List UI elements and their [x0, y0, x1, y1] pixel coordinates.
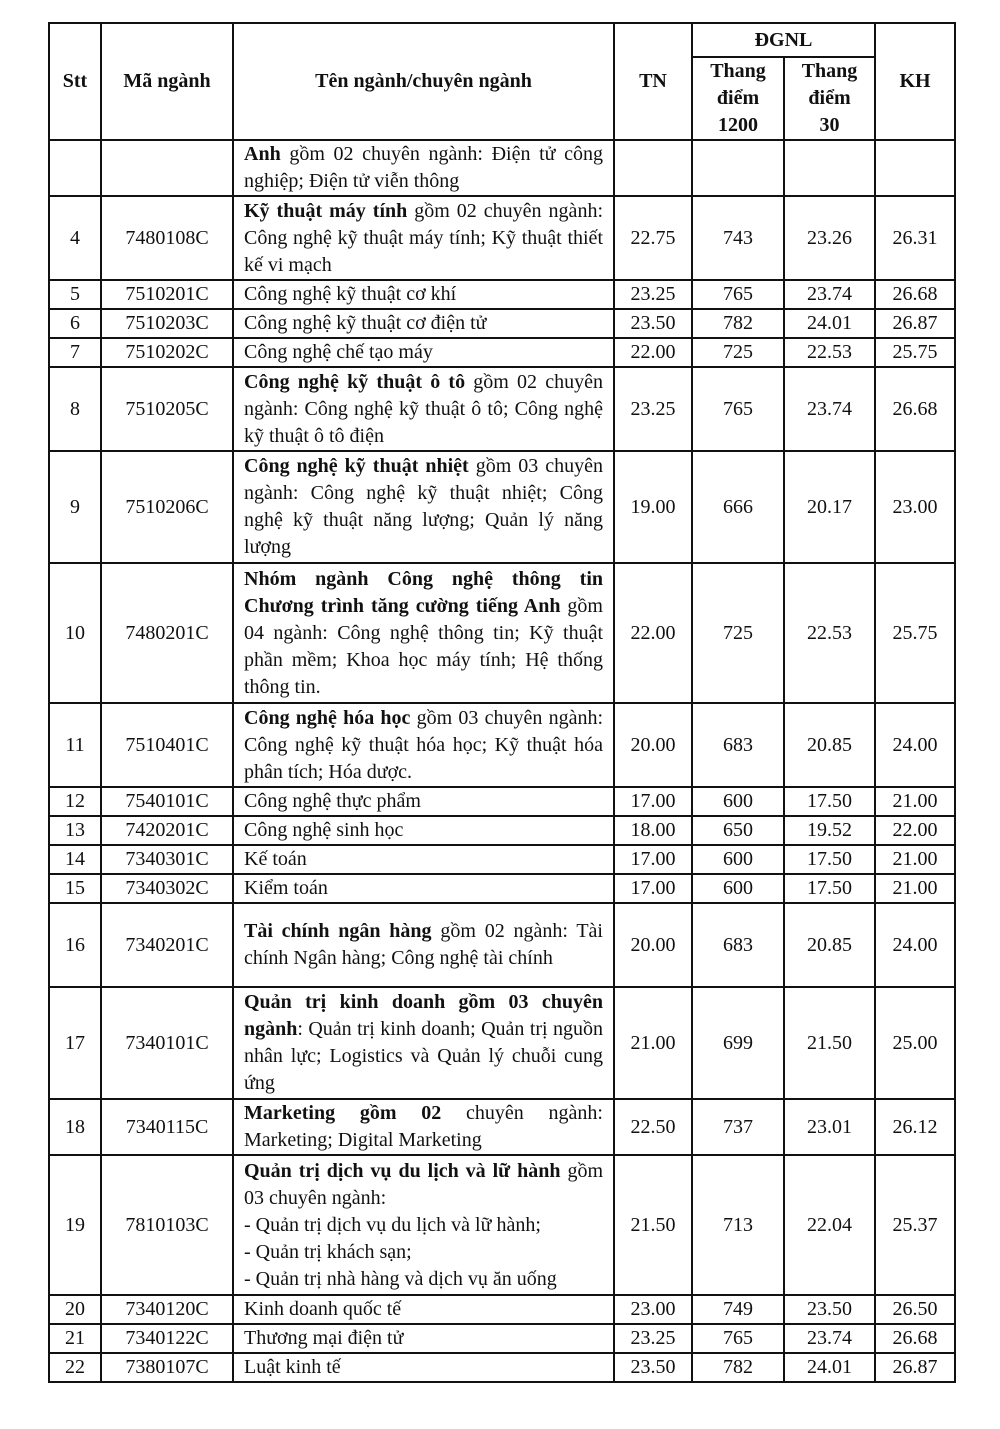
header-30-line: 30 — [819, 114, 840, 136]
name-text-part: gồm 04 ngành: Công nghệ thông tin; Kỹ thuật phần mềm; Khoa học máy tính; Hệ thống thông tin. — [244, 594, 603, 698]
cell-stt: 18 — [49, 1099, 101, 1155]
name-segment — [244, 1212, 603, 1239]
table-row — [49, 1295, 955, 1324]
cell-dgnl-1200 — [692, 140, 784, 196]
name-text-part: Thương mại điện tử — [244, 1327, 404, 1349]
cell-stt: 8 — [49, 367, 101, 451]
cell-ten-nganh — [233, 140, 614, 196]
table-row — [49, 903, 955, 987]
cell-stt: 16 — [49, 903, 101, 987]
cell-dgnl-1200: 666 — [692, 451, 784, 563]
header-1200-line: Thang — [710, 60, 766, 82]
name-text-part: Công nghệ kỹ thuật cơ khí — [244, 283, 457, 305]
cell-dgnl-1200: 765 — [692, 1324, 784, 1353]
cell-tn: 22.50 — [614, 1099, 692, 1155]
name-text-part: - Quản trị nhà hàng và dịch vụ ăn uống — [244, 1267, 557, 1290]
table-row — [49, 845, 955, 874]
table-row — [49, 309, 955, 338]
cell-dgnl-1200: 782 — [692, 309, 784, 338]
table-row — [49, 1099, 955, 1155]
cell-tn: 22.00 — [614, 338, 692, 367]
name-segment — [244, 341, 433, 363]
cell-tn — [614, 140, 692, 196]
cell-dgnl-30: 22.53 — [784, 563, 875, 703]
table-row — [49, 140, 955, 196]
cell-ma-nganh: 7510202C — [101, 338, 233, 367]
cell-kh: 22.00 — [875, 816, 955, 845]
name-segment — [244, 819, 403, 841]
cell-ma-nganh: 7420201C — [101, 816, 233, 845]
cell-ma-nganh: 7510401C — [101, 703, 233, 787]
name-text-part: gồm 02 chuyên ngành: Công nghệ kỹ thuật máy tính; Kỹ thuật thiết kế vi mạch — [244, 199, 603, 276]
cell-ma-nganh: 7340201C — [101, 903, 233, 987]
table-row — [49, 1353, 955, 1382]
cell-tn: 20.00 — [614, 703, 692, 787]
cell-dgnl-30: 23.74 — [784, 367, 875, 451]
cell-dgnl-30: 20.85 — [784, 703, 875, 787]
name-text-part: - Quản trị dịch vụ du lịch và lữ hành; — [244, 1213, 541, 1236]
table-row — [49, 196, 955, 280]
table-row — [49, 367, 955, 451]
cell-ten-nganh — [233, 703, 614, 787]
header-ten-nganh: Tên ngành/chuyên ngành — [233, 23, 614, 140]
cell-ten-nganh — [233, 309, 614, 338]
name-bold-part: Kỹ thuật máy tính — [244, 199, 408, 222]
name-text-part: Công nghệ sinh học — [244, 819, 404, 841]
cell-kh: 23.00 — [875, 451, 955, 563]
cell-tn: 23.25 — [614, 280, 692, 309]
cell-dgnl-1200: 782 — [692, 1353, 784, 1382]
cell-kh: 21.00 — [875, 845, 955, 874]
cell-kh: 24.00 — [875, 703, 955, 787]
cell-stt: 7 — [49, 338, 101, 367]
name-text-part: : Quản trị kinh doanh; Quản trị nguồn nhân lực; Logistics và Quản lý chuỗi cung ứng — [244, 1018, 603, 1094]
cell-tn: 21.50 — [614, 1155, 692, 1295]
cell-kh: 26.12 — [875, 1099, 955, 1155]
name-segment — [244, 312, 487, 334]
cell-ma-nganh: 7340302C — [101, 874, 233, 903]
name-bold-part: Anh — [244, 143, 281, 165]
header-thang-diem-1200 — [692, 57, 784, 140]
name-text-part: - Quản trị khách sạn; — [244, 1240, 412, 1263]
name-segment — [244, 790, 421, 812]
cell-dgnl-1200: 737 — [692, 1099, 784, 1155]
cell-ten-nganh — [233, 1353, 614, 1382]
name-segment — [244, 283, 456, 305]
cell-dgnl-1200: 725 — [692, 338, 784, 367]
name-segment — [244, 877, 328, 899]
name-text-part: Công nghệ chế tạo máy — [244, 341, 433, 363]
header-stt: Stt — [49, 23, 101, 140]
table-row — [49, 787, 955, 816]
cell-stt: 12 — [49, 787, 101, 816]
header-1200-line: điểm — [716, 87, 760, 109]
cell-kh: 26.31 — [875, 196, 955, 280]
name-segment — [244, 1102, 603, 1151]
cell-dgnl-1200: 683 — [692, 903, 784, 987]
cell-dgnl-1200: 600 — [692, 874, 784, 903]
cell-tn: 17.00 — [614, 845, 692, 874]
cell-kh: 21.00 — [875, 874, 955, 903]
cell-kh: 25.75 — [875, 563, 955, 703]
cell-ma-nganh: 7340122C — [101, 1324, 233, 1353]
table-body — [49, 140, 955, 1382]
cell-tn: 19.00 — [614, 451, 692, 563]
cell-stt: 6 — [49, 309, 101, 338]
cell-stt: 20 — [49, 1295, 101, 1324]
cell-tn: 17.00 — [614, 787, 692, 816]
name-text-part: gồm 02 chuyên ngành: Công nghệ kỹ thuật ô tô; Công nghệ kỹ thuật ô tô điện — [244, 370, 604, 447]
name-segment — [244, 1298, 401, 1320]
name-text-part: gồm 02 ngành: Tài chính Ngân hàng; Công nghệ tài chính — [244, 920, 603, 969]
cell-ma-nganh: 7340115C — [101, 1099, 233, 1155]
table-row — [49, 874, 955, 903]
cell-tn: 22.75 — [614, 196, 692, 280]
name-text-part: Kinh doanh quốc tế — [244, 1298, 402, 1320]
cell-ma-nganh: 7340301C — [101, 845, 233, 874]
header-dgnl: ĐGNL — [692, 23, 875, 57]
cell-ten-nganh — [233, 845, 614, 874]
cell-ten-nganh — [233, 196, 614, 280]
cell-stt: 10 — [49, 563, 101, 703]
cell-dgnl-30: 17.50 — [784, 874, 875, 903]
cell-ten-nganh — [233, 338, 614, 367]
cell-dgnl-1200: 713 — [692, 1155, 784, 1295]
cell-ma-nganh: 7510201C — [101, 280, 233, 309]
cell-stt: 14 — [49, 845, 101, 874]
cell-tn: 23.50 — [614, 309, 692, 338]
cell-dgnl-30 — [784, 140, 875, 196]
cell-stt: 17 — [49, 987, 101, 1099]
cell-ten-nganh — [233, 563, 614, 703]
table-row — [49, 987, 955, 1099]
cell-ten-nganh — [233, 987, 614, 1099]
name-bold-part: Công nghệ kỹ thuật nhiệt — [244, 455, 469, 477]
name-bold-part: Công nghệ hóa học — [244, 706, 411, 729]
cell-tn: 17.00 — [614, 874, 692, 903]
cell-ten-nganh — [233, 903, 614, 987]
cell-ten-nganh — [233, 1099, 614, 1155]
cell-ten-nganh — [233, 1155, 614, 1295]
cell-kh: 26.68 — [875, 367, 955, 451]
name-text-part: gồm 03 chuyên ngành: — [244, 1159, 603, 1209]
cell-ten-nganh — [233, 280, 614, 309]
name-bold-part: Marketing gồm 02 — [244, 1102, 442, 1124]
cell-dgnl-1200: 749 — [692, 1295, 784, 1324]
cell-kh: 26.50 — [875, 1295, 955, 1324]
name-text-part: Công nghệ thực phẩm — [244, 790, 421, 812]
cell-tn: 23.25 — [614, 367, 692, 451]
name-text-part: Kiểm toán — [244, 877, 328, 899]
cell-dgnl-30: 17.50 — [784, 787, 875, 816]
cell-stt: 13 — [49, 816, 101, 845]
cell-ma-nganh: 7340120C — [101, 1295, 233, 1324]
cell-dgnl-30: 23.26 — [784, 196, 875, 280]
cell-kh: 24.00 — [875, 903, 955, 987]
name-segment — [244, 1266, 603, 1293]
table-row — [49, 703, 955, 787]
header-ma-nganh: Mã ngành — [101, 23, 233, 140]
cell-ma-nganh: 7510206C — [101, 451, 233, 563]
cell-kh: 26.68 — [875, 280, 955, 309]
cell-dgnl-1200: 600 — [692, 845, 784, 874]
cell-ten-nganh — [233, 787, 614, 816]
cell-dgnl-30: 24.01 — [784, 309, 875, 338]
cell-stt: 21 — [49, 1324, 101, 1353]
cell-tn: 23.25 — [614, 1324, 692, 1353]
cell-ma-nganh: 7380107C — [101, 1353, 233, 1382]
cell-kh: 26.87 — [875, 309, 955, 338]
header-kh: KH — [875, 23, 955, 140]
table-row — [49, 1324, 955, 1353]
name-text-part: Kế toán — [244, 848, 307, 870]
cell-stt: 9 — [49, 451, 101, 563]
cell-dgnl-1200: 650 — [692, 816, 784, 845]
cell-tn: 20.00 — [614, 903, 692, 987]
header-30-line: điểm — [808, 87, 851, 109]
admission-scores-table — [48, 22, 956, 1383]
cell-tn: 18.00 — [614, 816, 692, 845]
cell-dgnl-30: 23.74 — [784, 280, 875, 309]
header-1200-line: 1200 — [718, 114, 758, 136]
name-text-part: Công nghệ kỹ thuật cơ điện tử — [244, 312, 487, 334]
cell-kh: 26.87 — [875, 1353, 955, 1382]
name-segment — [244, 1327, 403, 1349]
table-row — [49, 563, 955, 703]
name-segment — [244, 707, 603, 783]
name-segment — [244, 568, 603, 698]
cell-dgnl-1200: 683 — [692, 703, 784, 787]
cell-stt — [49, 140, 101, 196]
cell-stt: 11 — [49, 703, 101, 787]
cell-kh: 21.00 — [875, 787, 955, 816]
name-text-part: gồm 02 chuyên ngành: Điện tử công nghiệp; Điện tử viễn thông — [244, 143, 603, 192]
cell-dgnl-30: 19.52 — [784, 816, 875, 845]
cell-ma-nganh: 7810103C — [101, 1155, 233, 1295]
cell-stt: 19 — [49, 1155, 101, 1295]
name-bold-part: Công nghệ kỹ thuật ô tô — [244, 370, 466, 393]
name-segment — [244, 1356, 341, 1378]
name-bold-part: Nhóm ngành Công nghệ thông tin Chương trình tăng cường tiếng Anh — [244, 567, 603, 617]
header-tn: TN — [614, 23, 692, 140]
cell-stt: 5 — [49, 280, 101, 309]
name-bold-part: Tài chính ngân hàng — [244, 920, 432, 942]
cell-dgnl-30: 21.50 — [784, 987, 875, 1099]
table-row — [49, 451, 955, 563]
cell-stt: 15 — [49, 874, 101, 903]
cell-dgnl-1200: 725 — [692, 563, 784, 703]
table-row — [49, 338, 955, 367]
cell-dgnl-30: 22.04 — [784, 1155, 875, 1295]
name-bold-part: Quản trị dịch vụ du lịch và lữ hành — [244, 1159, 561, 1182]
cell-dgnl-1200: 600 — [692, 787, 784, 816]
cell-kh: 25.00 — [875, 987, 955, 1099]
cell-ma-nganh: 7510203C — [101, 309, 233, 338]
name-segment — [244, 1239, 603, 1266]
cell-dgnl-30: 22.53 — [784, 338, 875, 367]
cell-tn: 21.00 — [614, 987, 692, 1099]
cell-kh — [875, 140, 955, 196]
cell-kh: 25.75 — [875, 338, 955, 367]
cell-dgnl-1200: 765 — [692, 367, 784, 451]
name-segment — [244, 920, 603, 969]
table-row — [49, 816, 955, 845]
cell-tn: 23.00 — [614, 1295, 692, 1324]
cell-stt: 4 — [49, 196, 101, 280]
cell-ten-nganh — [233, 367, 614, 451]
cell-tn: 22.00 — [614, 563, 692, 703]
cell-ma-nganh — [101, 140, 233, 196]
cell-tn: 23.50 — [614, 1353, 692, 1382]
cell-ten-nganh — [233, 1324, 614, 1353]
cell-stt: 22 — [49, 1353, 101, 1382]
name-text-part: gồm 03 chuyên ngành: Công nghệ kỹ thuật hóa học; Kỹ thuật hóa phân tích; Hóa dược. — [244, 706, 604, 783]
cell-ma-nganh: 7510205C — [101, 367, 233, 451]
cell-dgnl-30: 23.01 — [784, 1099, 875, 1155]
cell-ten-nganh — [233, 816, 614, 845]
cell-ma-nganh: 7480201C — [101, 563, 233, 703]
cell-dgnl-30: 17.50 — [784, 845, 875, 874]
cell-ten-nganh — [233, 1295, 614, 1324]
cell-dgnl-30: 23.50 — [784, 1295, 875, 1324]
name-bold-part: Quản trị kinh doanh gồm 03 chuyên ngành — [244, 991, 603, 1040]
cell-dgnl-1200: 743 — [692, 196, 784, 280]
name-text-part: gồm 03 chuyên ngành: Công nghệ kỹ thuật nhiệt; Công nghệ kỹ thuật năng lượng; Quản lý năng lượng — [244, 455, 604, 558]
cell-kh: 26.68 — [875, 1324, 955, 1353]
cell-dgnl-30: 23.74 — [784, 1324, 875, 1353]
name-text-part: chuyên ngành: Marketing; Digital Marketing — [244, 1102, 603, 1151]
name-segment — [244, 991, 603, 1094]
cell-dgnl-30: 20.85 — [784, 903, 875, 987]
cell-ten-nganh — [233, 451, 614, 563]
name-segment — [244, 848, 307, 870]
name-segment — [244, 455, 603, 558]
header-30-line: Thang — [801, 60, 858, 82]
name-segment — [244, 143, 603, 192]
cell-dgnl-30: 24.01 — [784, 1353, 875, 1382]
table-row — [49, 280, 955, 309]
name-segment — [244, 371, 603, 447]
name-segment — [244, 1158, 603, 1212]
cell-ten-nganh — [233, 874, 614, 903]
name-text-part: Luật kinh tế — [244, 1356, 341, 1378]
cell-ma-nganh: 7540101C — [101, 787, 233, 816]
table-row — [49, 1155, 955, 1295]
cell-dgnl-30: 20.17 — [784, 451, 875, 563]
cell-dgnl-1200: 699 — [692, 987, 784, 1099]
cell-ma-nganh: 7480108C — [101, 196, 233, 280]
cell-kh: 25.37 — [875, 1155, 955, 1295]
cell-dgnl-1200: 765 — [692, 280, 784, 309]
name-segment — [244, 200, 603, 276]
cell-ma-nganh: 7340101C — [101, 987, 233, 1099]
header-thang-diem-30 — [784, 57, 875, 140]
